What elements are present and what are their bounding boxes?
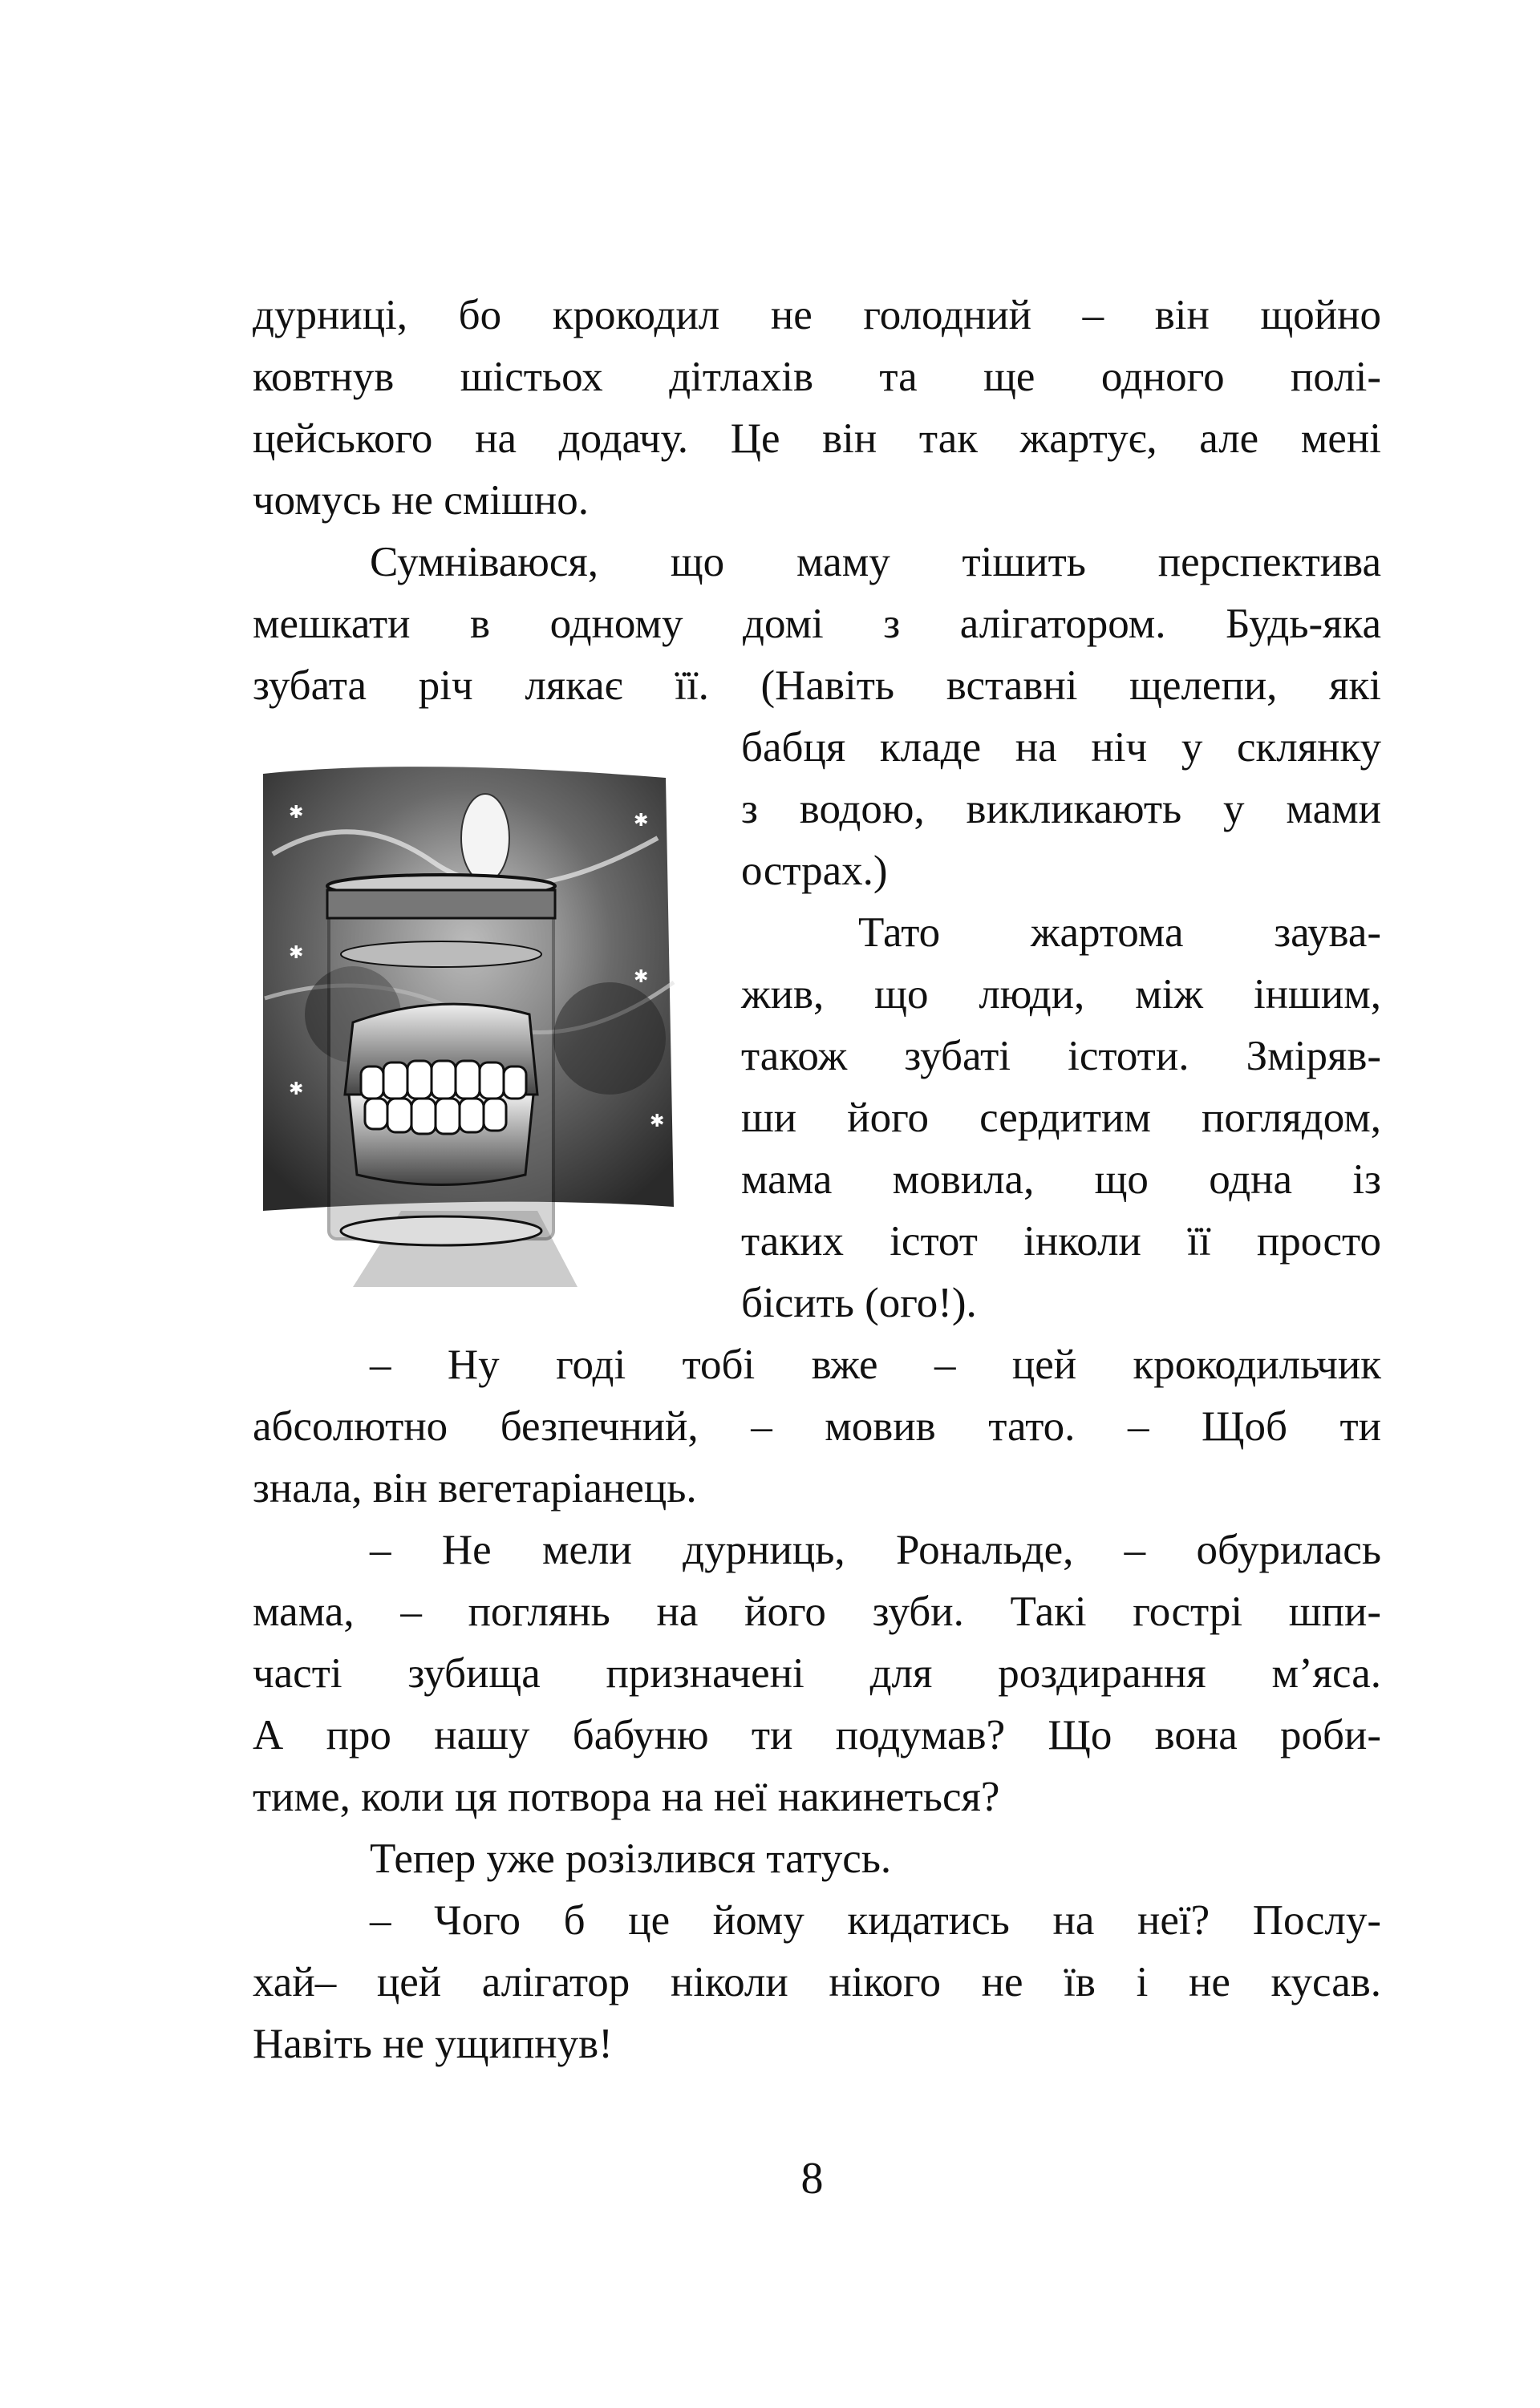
- svg-text:✱: ✱: [289, 803, 304, 823]
- text-line: цейського на додачу. Це він так жартує, але мені: [253, 415, 1381, 462]
- text-line: з водою, викликають у мами: [741, 786, 1381, 832]
- text-line: хай– цей алігатор ніколи нікого не їв і не кусав.: [253, 1959, 1381, 2005]
- text-line: мама, – поглянь на його зуби. Такі гострі шпи-: [253, 1588, 1381, 1635]
- dentures-in-glass-illustration: [257, 758, 680, 1287]
- text-line: жив, що люди, між іншим,: [741, 971, 1381, 1018]
- text-line: Тепер уже розізлився татусь.: [370, 1835, 892, 1882]
- text-line: таких істот інколи її просто: [741, 1218, 1381, 1265]
- text-line: бабця кладе на ніч у склянку: [741, 724, 1381, 771]
- text-line: ковтнув шістьох дітлахів та ще одного полі-: [253, 354, 1381, 400]
- text-line: Сумніваюся, що маму тішить перспектива: [370, 539, 1381, 585]
- text-line: – Не мели дурниць, Рональде, – обурилась: [370, 1527, 1381, 1573]
- svg-text:✱: ✱: [634, 967, 649, 987]
- page-number: 8: [800, 2154, 824, 2204]
- text-line: ши його сердитим поглядом,: [741, 1095, 1381, 1141]
- text-line: Тато жартома заува-: [858, 909, 1381, 956]
- text-line: дурниці, бо крокодил не голодний – він щойно: [253, 292, 1381, 338]
- text-line: Навіть не ущипнув!: [253, 2021, 613, 2067]
- svg-text:✱: ✱: [650, 1111, 665, 1131]
- text-line: мешкати в одному домі з алігатором. Будь-яка: [253, 601, 1381, 647]
- text-line: мама мовила, що одна із: [741, 1156, 1381, 1203]
- text-line: абсолютно безпечний, – мовив тато. – Щоб ти: [253, 1403, 1381, 1450]
- svg-text:✱: ✱: [634, 811, 649, 831]
- text-line: також зубаті істоти. Зміряв-: [741, 1033, 1381, 1079]
- text-line: тиме, коли ця потвора на неї накинеться?: [253, 1774, 1000, 1820]
- text-line: бісить (ого!).: [741, 1280, 977, 1326]
- text-line: чомусь не смішно.: [253, 477, 589, 524]
- text-line: – Чого б це йому кидатись на неї? Послу-: [370, 1897, 1381, 1944]
- text-line: зубата річ лякає її. (Навіть вставні щелепи, які: [253, 662, 1381, 709]
- text-line: часті зубища призначені для роздирання м’яса.: [253, 1650, 1381, 1697]
- text-line: – Ну годі тобі вже – цей крокодильчик: [370, 1342, 1381, 1388]
- text-line: А про нашу бабуню ти подумав? Що вона роби-: [253, 1712, 1381, 1758]
- svg-text:✱: ✱: [289, 943, 304, 963]
- text-line: острах.): [741, 848, 888, 894]
- svg-text:✱: ✱: [289, 1079, 304, 1099]
- text-line: знала, він вегетаріанець.: [253, 1465, 697, 1512]
